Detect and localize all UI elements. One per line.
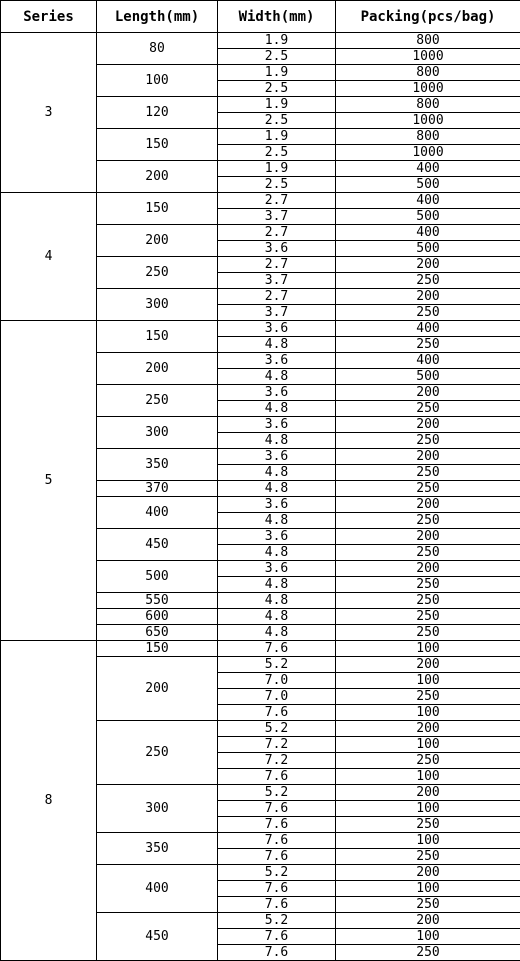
width-cell: 3.6: [218, 449, 336, 465]
width-cell: 4.8: [218, 481, 336, 497]
length-cell: 150: [97, 129, 218, 161]
width-cell: 7.6: [218, 641, 336, 657]
table-body: [1, 33, 520, 961]
packing-cell: 100: [336, 737, 520, 753]
packing-cell: 100: [336, 801, 520, 817]
length-cell: 450: [97, 529, 218, 561]
length-cell: 150: [97, 193, 218, 225]
packing-cell: 1000: [336, 81, 520, 97]
header-width: Width(mm): [218, 1, 336, 33]
width-cell: 3.6: [218, 321, 336, 337]
length-cell: 80: [97, 33, 218, 65]
length-cell: 150: [97, 641, 218, 657]
width-cell: 4.8: [218, 465, 336, 481]
length-cell: 250: [97, 385, 218, 417]
packing-cell: 250: [336, 273, 520, 289]
packing-cell: 250: [336, 897, 520, 913]
packing-cell: 200: [336, 529, 520, 545]
packing-cell: 200: [336, 721, 520, 737]
width-cell: 4.8: [218, 513, 336, 529]
packing-cell: 250: [336, 577, 520, 593]
width-cell: 3.6: [218, 561, 336, 577]
length-cell: 200: [97, 657, 218, 721]
width-cell: 2.7: [218, 257, 336, 273]
packing-cell: 500: [336, 177, 520, 193]
packing-cell: 200: [336, 289, 520, 305]
length-cell: 600: [97, 609, 218, 625]
series-cell: 8: [1, 641, 97, 961]
packing-cell: 800: [336, 129, 520, 145]
packing-cell: 200: [336, 449, 520, 465]
width-cell: 3.6: [218, 385, 336, 401]
packing-cell: 400: [336, 161, 520, 177]
packing-cell: 200: [336, 257, 520, 273]
width-cell: 5.2: [218, 913, 336, 929]
packing-cell: 500: [336, 209, 520, 225]
width-cell: 3.7: [218, 209, 336, 225]
length-cell: 300: [97, 417, 218, 449]
width-cell: 7.6: [218, 769, 336, 785]
series-cell: 5: [1, 321, 97, 641]
width-cell: 4.8: [218, 337, 336, 353]
packing-cell: 200: [336, 385, 520, 401]
table-row: [1, 193, 520, 209]
packing-cell: 1000: [336, 145, 520, 161]
packing-cell: 200: [336, 561, 520, 577]
length-cell: 550: [97, 593, 218, 609]
width-cell: 1.9: [218, 97, 336, 113]
packing-cell: 250: [336, 337, 520, 353]
width-cell: 7.0: [218, 673, 336, 689]
width-cell: 1.9: [218, 129, 336, 145]
length-cell: 120: [97, 97, 218, 129]
width-cell: 5.2: [218, 865, 336, 881]
packing-cell: 250: [336, 545, 520, 561]
width-cell: 4.8: [218, 593, 336, 609]
width-cell: 3.6: [218, 417, 336, 433]
width-cell: 2.5: [218, 81, 336, 97]
width-cell: 2.7: [218, 289, 336, 305]
packing-cell: 800: [336, 65, 520, 81]
width-cell: 4.8: [218, 577, 336, 593]
width-cell: 7.6: [218, 817, 336, 833]
width-cell: 7.6: [218, 881, 336, 897]
packing-cell: 200: [336, 497, 520, 513]
packing-cell: 200: [336, 913, 520, 929]
packing-cell: 800: [336, 33, 520, 49]
packing-cell: 1000: [336, 113, 520, 129]
packing-cell: 400: [336, 193, 520, 209]
series-cell: 4: [1, 193, 97, 321]
table-row: [1, 641, 520, 657]
width-cell: 7.6: [218, 801, 336, 817]
packing-cell: 250: [336, 625, 520, 641]
header-length: Length(mm): [97, 1, 218, 33]
width-cell: 3.6: [218, 529, 336, 545]
packing-cell: 250: [336, 817, 520, 833]
width-cell: 2.7: [218, 193, 336, 209]
width-cell: 4.8: [218, 545, 336, 561]
length-cell: 200: [97, 161, 218, 193]
length-cell: 250: [97, 257, 218, 289]
width-cell: 2.5: [218, 177, 336, 193]
packing-cell: 100: [336, 673, 520, 689]
packing-cell: 1000: [336, 49, 520, 65]
width-cell: 7.6: [218, 929, 336, 945]
length-cell: 200: [97, 225, 218, 257]
packing-cell: 250: [336, 593, 520, 609]
packing-cell: 250: [336, 433, 520, 449]
length-cell: 150: [97, 321, 218, 353]
packing-cell: 500: [336, 369, 520, 385]
header-row: [1, 1, 520, 33]
width-cell: 7.0: [218, 689, 336, 705]
packing-cell: 250: [336, 401, 520, 417]
width-cell: 3.6: [218, 241, 336, 257]
width-cell: 7.6: [218, 833, 336, 849]
packing-cell: 250: [336, 945, 520, 961]
length-cell: 370: [97, 481, 218, 497]
packing-cell: 250: [336, 465, 520, 481]
packing-cell: 500: [336, 241, 520, 257]
width-cell: 3.7: [218, 305, 336, 321]
packing-cell: 200: [336, 657, 520, 673]
length-cell: 200: [97, 353, 218, 385]
packing-cell: 100: [336, 881, 520, 897]
length-cell: 400: [97, 865, 218, 913]
width-cell: 7.2: [218, 737, 336, 753]
width-cell: 4.8: [218, 401, 336, 417]
length-cell: 250: [97, 721, 218, 785]
width-cell: 2.5: [218, 49, 336, 65]
length-cell: 400: [97, 497, 218, 529]
packing-cell: 400: [336, 353, 520, 369]
packing-cell: 250: [336, 481, 520, 497]
width-cell: 3.6: [218, 497, 336, 513]
length-cell: 300: [97, 785, 218, 833]
width-cell: 4.8: [218, 369, 336, 385]
width-cell: 7.6: [218, 705, 336, 721]
length-cell: 450: [97, 913, 218, 961]
width-cell: 5.2: [218, 721, 336, 737]
width-cell: 1.9: [218, 65, 336, 81]
packing-cell: 250: [336, 609, 520, 625]
packing-cell: 200: [336, 417, 520, 433]
width-cell: 3.6: [218, 353, 336, 369]
packing-cell: 800: [336, 97, 520, 113]
packing-cell: 100: [336, 705, 520, 721]
table-header: [1, 1, 520, 33]
width-cell: 7.6: [218, 897, 336, 913]
packing-cell: 100: [336, 929, 520, 945]
packing-cell: 250: [336, 305, 520, 321]
packing-cell: 250: [336, 849, 520, 865]
packing-cell: 100: [336, 833, 520, 849]
packing-cell: 100: [336, 641, 520, 657]
length-cell: 100: [97, 65, 218, 97]
width-cell: 5.2: [218, 785, 336, 801]
packing-cell: 250: [336, 689, 520, 705]
packing-cell: 250: [336, 513, 520, 529]
width-cell: 2.5: [218, 113, 336, 129]
packing-cell: 400: [336, 321, 520, 337]
width-cell: 5.2: [218, 657, 336, 673]
width-cell: 4.8: [218, 625, 336, 641]
width-cell: 1.9: [218, 161, 336, 177]
length-cell: 500: [97, 561, 218, 593]
length-cell: 300: [97, 289, 218, 321]
table-row: [1, 321, 520, 337]
length-cell: 650: [97, 625, 218, 641]
width-cell: 4.8: [218, 609, 336, 625]
width-cell: 7.6: [218, 945, 336, 961]
table-row: [1, 33, 520, 49]
packing-cell: 250: [336, 753, 520, 769]
header-packing: Packing(pcs/bag): [336, 1, 520, 33]
width-cell: 4.8: [218, 433, 336, 449]
length-cell: 350: [97, 449, 218, 481]
length-cell: 350: [97, 833, 218, 865]
packing-cell: 100: [336, 769, 520, 785]
width-cell: 2.5: [218, 145, 336, 161]
packing-cell: 400: [336, 225, 520, 241]
packing-cell: 200: [336, 785, 520, 801]
packing-cell: 200: [336, 865, 520, 881]
header-series: Series: [1, 1, 97, 33]
width-cell: 2.7: [218, 225, 336, 241]
width-cell: 7.2: [218, 753, 336, 769]
series-cell: 3: [1, 33, 97, 193]
width-cell: 7.6: [218, 849, 336, 865]
width-cell: 3.7: [218, 273, 336, 289]
width-cell: 1.9: [218, 33, 336, 49]
